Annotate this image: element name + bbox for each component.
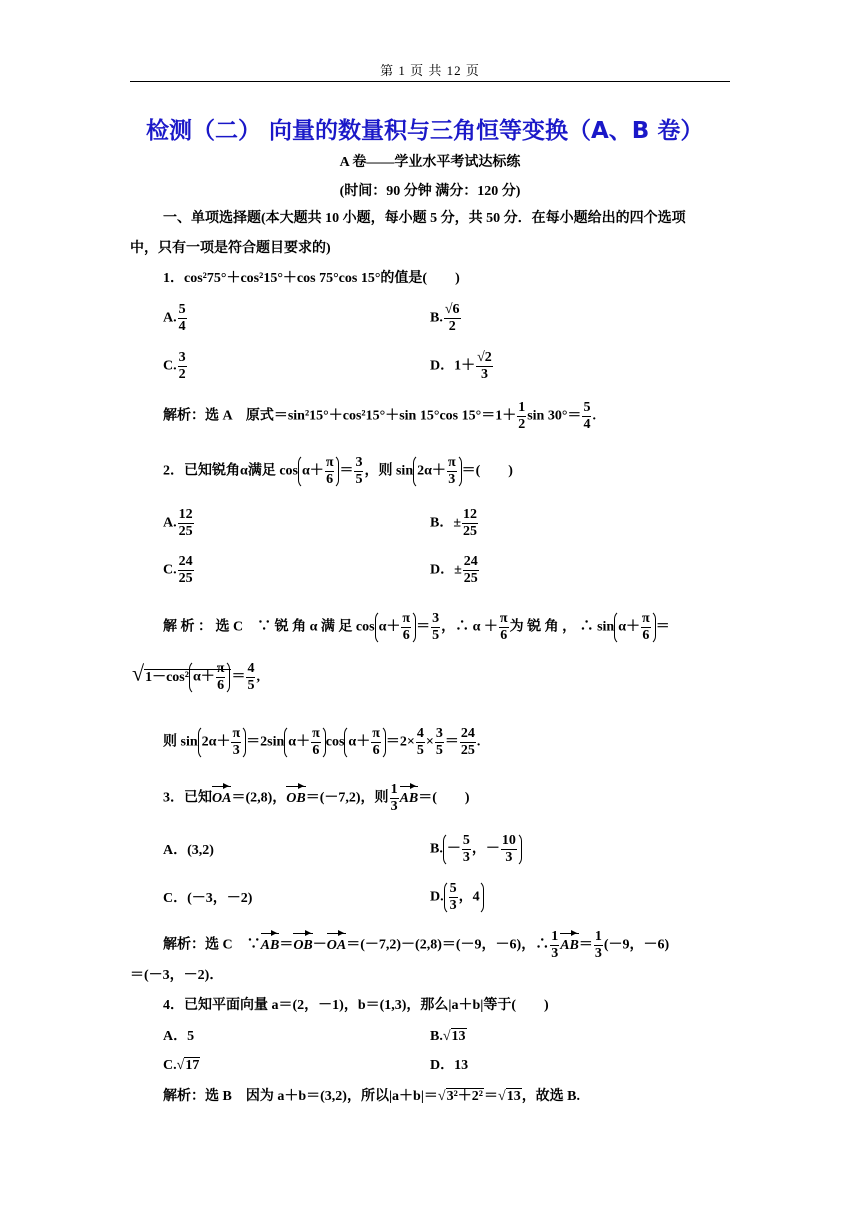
q3-stem: 3．已知OA＝(2,8)，OB＝(－7,2)，则 $\frac{1}{3}$ AB＝( ) [163, 782, 470, 814]
q3-solution-line2: ＝(－3，－2)． [130, 968, 224, 983]
section-heading-line2: 中，只有一项是符合题目要求的) [130, 241, 331, 256]
q4-option-c: C.√17 [163, 1058, 200, 1073]
q2-option-a: A. $\frac{12}{25}$ [163, 507, 193, 539]
q4-stem: 4．已知平面向量 a＝(2，－1)，b＝(1,3)，那么|a＋b|等于( ) [163, 998, 549, 1013]
q1-stem: 1．cos²75°＋cos²15°＋cos 75°cos 15°的值是( ) [163, 271, 460, 286]
q4-solution: 解析：选 B 因为 a＋b＝(3,2)，所以|a＋b|＝√3²＋2²＝√13，故选 B. [163, 1089, 581, 1104]
section-heading-line1: 一、单项选择题(本大题共 10 小题，每小题 5 分，共 50 分．在每小题给出的四个选项 [163, 211, 686, 226]
page-title: 检测（二） 向量的数量积与三角恒等变换（A、B 卷） [146, 118, 704, 144]
q2-solution-line3: 则 sin 2α＋ $\frac{\pi}{3}$ ＝2sin α＋ $\frac{\pi}{6}$ cos α＋ $\frac{\pi}{6}$ ＝2× $\frac{4}{5}$ × $\frac{3}{5}$ ＝ $\frac{24}{25}$ . [163, 726, 481, 758]
q3-option-b: B. － $\frac{5}{3}$ ，－ $\frac{10}{3}$ [430, 832, 522, 867]
q3-option-a: A．(3,2) [163, 843, 214, 858]
q1-option-d: D．1＋ $\frac{√2}{3}$ [430, 350, 492, 382]
page-header: 第 1 页 共 12 页 [380, 63, 480, 78]
q2-solution-line2: √1－cos² α＋ $\frac{\pi}{6}$ ＝ $\frac{4}{5}$ , [132, 660, 260, 693]
q4-option-b: B.√13 [430, 1029, 466, 1044]
header-divider [130, 81, 730, 82]
q2-option-d: D．± $\frac{24}{25}$ [430, 554, 478, 586]
q2-stem: 2．已知锐角α满足 cos α＋ $\frac{\pi}{6}$ ＝ $\frac{3}{5}$ ，则 sin 2α＋ $\frac{\pi}{3}$ ＝( ) [163, 455, 513, 487]
exam-info: (时间：90 分钟 满分：120 分) [339, 184, 521, 199]
q1-option-b: B. $\frac{√6}{2}$ [430, 302, 460, 334]
paper-subtitle: A 卷——学业水平考试达标练 [339, 155, 521, 170]
q1-option-c: C. $\frac{3}{2}$ [163, 350, 186, 382]
q3-option-c: C．(－3，－2) [163, 891, 253, 906]
q1-option-a: A. $\frac{5}{4}$ [163, 302, 186, 334]
q4-option-a: A．5 [163, 1029, 195, 1044]
q2-option-c: C. $\frac{24}{25}$ [163, 554, 193, 586]
q4-option-d: D．13 [430, 1058, 469, 1073]
q3-option-d: D. $\frac{5}{3}$ ，4 [430, 880, 484, 915]
q2-solution-line1: 解 析 ： 选 C ∵ 锐 角 α 满 足 cos α＋ $\frac{\pi}{6}$ ＝ $\frac{3}{5}$ ，∴ α ＋ $\frac{\pi}{6}$ 为 锐 角 ， ∴ sin α＋ $\frac{\pi}{6}$ ＝ [163, 611, 670, 643]
q2-option-b: B．± $\frac{12}{25}$ [430, 507, 478, 539]
q1-solution: 解析：选 A 原式＝sin²15°＋cos²15°＋sin 15°cos 15°＝1＋ $\frac{1}{2}$ sin 30°＝ $\frac{5}{4}$ . [163, 400, 596, 432]
q3-solution-line1: 解析：选 C ∵AB＝OB－OA＝(－7,2)－(2,8)＝(－9，－6)，∴ $\frac{1}{3}$ AB＝ $\frac{1}{3}$ (－9，－6) [163, 929, 670, 961]
